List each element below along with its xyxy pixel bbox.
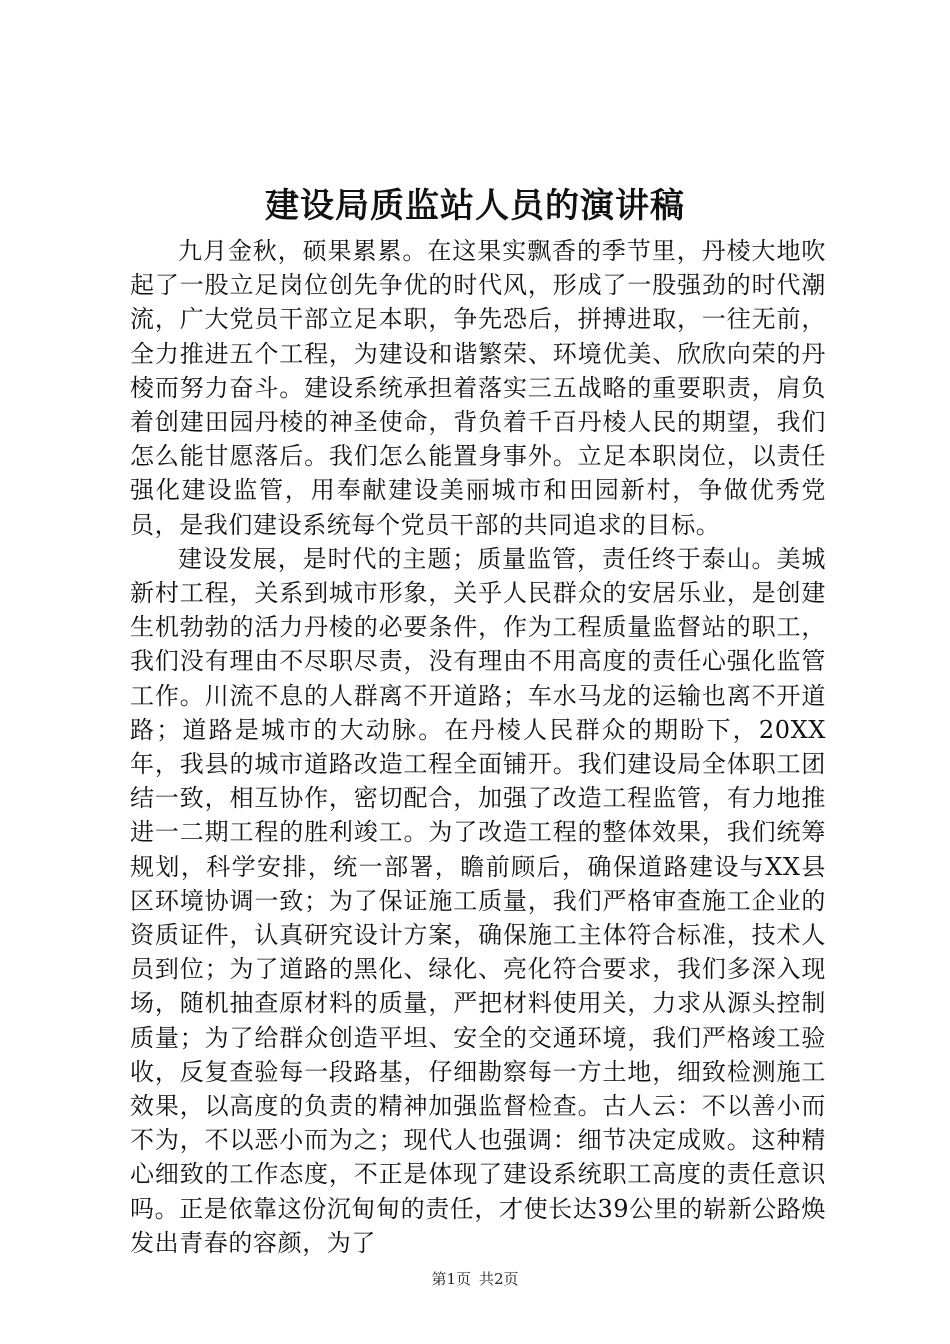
page-number: 第1页 (431, 1270, 471, 1288)
paragraph-2: 建设发展，是时代的主题；质量监管，责任终于泰山。美城新村工程，关系到城市形象，关乎人民群众的安居乐业，是创建生机勃勃的活力丹棱的必要条件，作为工程质量监督站的职工，我们没有理由不尽职尽责，没有理由不用高度的责任心强化监管工作。川流不息的人群离不开道路；车水马龙的运输也离不开道路；道路是城市的大动脉。在丹棱人民群众的期盼下，20XX年，我县的城市道路改造工程全面铺开。我们建设局全体职工团结一致，相互协作，密切配合，加强了改造工程监管，有力地推进一二期工程的胜利竣工。为了改造工程的整体效果，我们统筹规划，科学安排，统一部署，瞻前顾后，确保道路建设与XX县区环境协调一致；为了保证施工质量，我们严格审查施工企业的资质证件，认真研究设计方案，确保施工主体符合标准，技术人员到位；为了道路的黑化、绿化、亮化符合要求，我们多深入现场，随机抽查原材料的质量，严把材料使用关，力求从源头控制质量；为了给群众创造平坦、安全的交通环境，我们严格竣工验收，反复查验每一段路基，仔细勘察每一方土地，细致检测施工效果，以高度的负责的精神加强监督检查。古人云：不以善小而不为，不以恶小而为之；现代人也强调：细节决定成败。这种精心细致的工作态度，不正是体现了建设系统职工高度的责任意识吗。正是依靠这份沉甸甸的责任，才使长达39公里的崭新公路焕发出青春的容颜，为了 (130, 544, 826, 1257)
document-title: 建设局质监站人员的演讲稿 (265, 186, 685, 226)
page-total: 共2页 (479, 1270, 519, 1288)
document-body (130, 234, 826, 1260)
page-footer (0, 1269, 950, 1289)
paragraph-1: 九月金秋，硕果累累。在这果实飘香的季节里，丹棱大地吹起了一股立足岗位创先争优的时代风，形成了一股强劲的时代潮流，广大党员干部立足本职，争先恐后，拼搏进取，一往无前，全力推进五个工程，为建设和谐繁荣、环境优美、欣欣向荣的丹棱而努力奋斗。建设系统承担着落实三五战略的重要职责，肩负着创建田园丹棱的神圣使命，背负着千百丹棱人民的期望，我们怎么能甘愿落后。我们怎么能置身事外。立足本职岗位，以责任强化建设监管，用奉献建设美丽城市和田园新村，争做优秀党员，是我们建设系统每个党员干部的共同追求的目标。 (130, 237, 826, 539)
